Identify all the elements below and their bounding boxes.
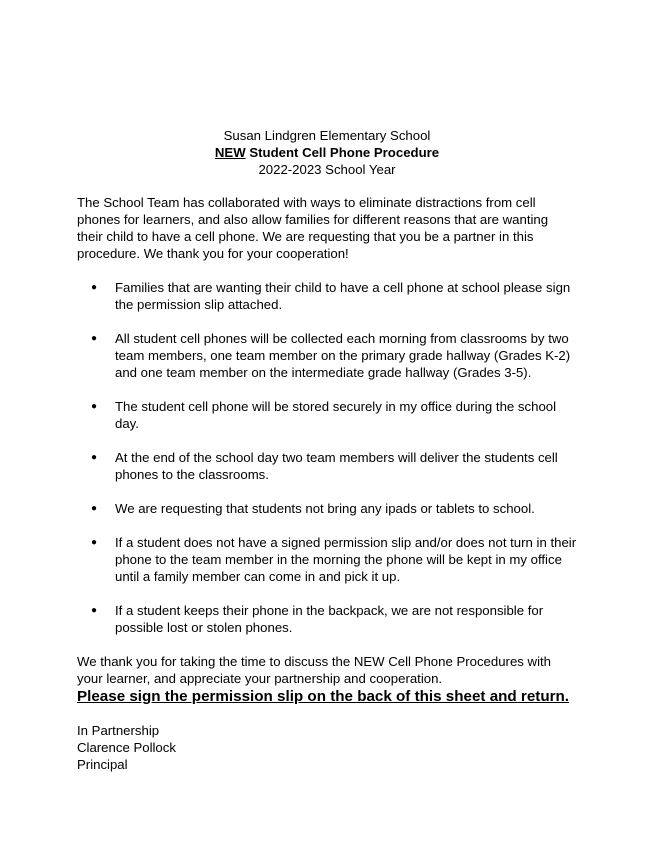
list-item-text: All student cell phones will be collected each morning from classrooms by two team members, one team member on the primary grade hallway (Grades K-2) and one team member on the intermediate grade hallway (Grades 3-5). (115, 331, 571, 380)
signer-role: Principal (77, 757, 128, 772)
permission-slip-instruction: Please sign the permission slip on the back of this sheet and return. (77, 688, 570, 705)
school-name: Susan Lindgren Elementary School (223, 128, 431, 143)
list-item-text: If a student keeps their phone in the backpack, we are not responsible for possible lost or stolen phones. (115, 603, 544, 635)
letter-header (77, 127, 577, 178)
intro-paragraph: The School Team has collaborated with ways to eliminate distractions from cell phones for learners, and also allow families for different reasons that are wanting their child to have a cell phone. We are requesting that you be a partner in this procedure. We thank you for your cooperation! (77, 195, 549, 261)
bullet-icon: ● (91, 503, 98, 514)
title-text: Student Cell Phone Procedure (245, 145, 440, 160)
bullet-icon: ● (91, 605, 98, 616)
bullet-icon: ● (91, 401, 98, 412)
list-item (77, 602, 577, 636)
procedure-list (77, 279, 577, 636)
bullet-icon: ● (91, 282, 98, 293)
document-body (77, 127, 577, 773)
title-new-label: NEW (214, 145, 246, 160)
school-year: 2022-2023 School Year (258, 162, 396, 177)
list-item (77, 330, 577, 381)
closing-paragraph: We thank you for taking the time to discuss the NEW Cell Phone Procedures with your learner, and appreciate your partnership and cooperation. (77, 654, 551, 686)
bullet-icon: ● (91, 452, 98, 463)
bullet-icon: ● (91, 537, 98, 548)
list-item-text: The student cell phone will be stored securely in my office during the school day. (115, 399, 557, 431)
list-item-text: We are requesting that students not bring any ipads or tablets to school. (115, 501, 535, 516)
signoff-line: In Partnership (77, 723, 160, 738)
signer-name: Clarence Pollock (77, 740, 176, 755)
list-item (77, 398, 577, 432)
list-item (77, 449, 577, 483)
document-title (77, 144, 577, 161)
list-item (77, 500, 577, 517)
list-item (77, 534, 577, 585)
signature-block (77, 722, 577, 773)
list-item (77, 279, 577, 313)
bullet-icon: ● (91, 333, 98, 344)
list-item-text: If a student does not have a signed permission slip and/or does not turn in their phone to the team member in the morning the phone will be kept in my office until a family member can come in and pick it up. (115, 535, 577, 584)
list-item-text: Families that are wanting their child to have a cell phone at school please sign the permission slip attached. (115, 280, 571, 312)
list-item-text: At the end of the school day two team members will deliver the students cell phones to the classrooms. (115, 450, 558, 482)
